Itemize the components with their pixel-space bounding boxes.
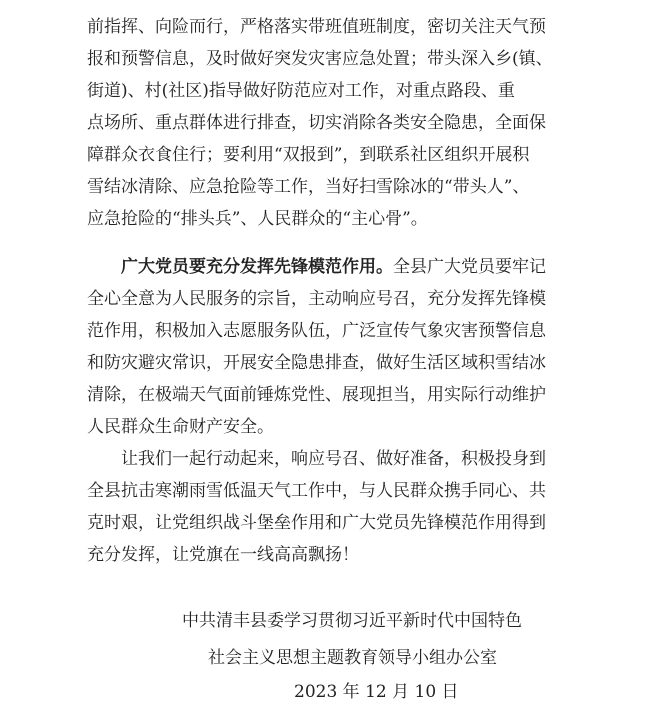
paragraph-line: 克时艰，让党组织战斗堡垒作用和广大党员先锋模范作用得到 bbox=[87, 513, 546, 533]
paragraph-line: 全心全意为人民服务的宗旨，主动响应号召，充分发挥先锋模 bbox=[87, 289, 546, 309]
paragraph-line: 和防灾避灾常识，开展安全隐患排查，做好生活区域积雪结冰 bbox=[87, 353, 546, 373]
bold-lead-sentence: 广大党员要充分发挥先锋模范作用。 bbox=[121, 257, 393, 277]
paragraph-1 bbox=[87, 11, 563, 235]
paragraph-line: 充分发挥，让党旗在一线高高飘扬！ bbox=[87, 545, 359, 565]
paragraph-first-line bbox=[87, 251, 563, 283]
signature-organization-line-1: 中共清丰县委学习贯彻习近平新时代中国特色 bbox=[182, 611, 522, 631]
paragraph-2 bbox=[87, 251, 563, 443]
paragraph-line: 应急抢险的“排头兵”、人民群众的“主心骨”。 bbox=[87, 209, 428, 229]
paragraph-line: 报和预警信息，及时做好突发灾害应急处置；带头深入乡(镇、 bbox=[87, 49, 553, 69]
paragraph-line: 雪结冰清除、应急抢险等工作，当好扫雪除冰的“带头人”、 bbox=[87, 177, 530, 197]
signature-date: 2023 年 12 月 10 日 bbox=[294, 682, 459, 702]
paragraph-line: 范作用，积极加入志愿服务队伍，广泛宣传气象灾害预警信息 bbox=[87, 321, 546, 341]
paragraph-line: 点场所、重点群体进行排查，切实消除各类安全隐患，全面保 bbox=[87, 113, 546, 133]
signature-organization-line-2: 社会主义思想主题教育领导小组办公室 bbox=[208, 648, 497, 668]
paragraph-line: 前指挥、向险而行，严格落实带班值班制度，密切关注天气预 bbox=[87, 17, 546, 37]
paragraph-line: 全县抗击寒潮雨雪低温天气工作中，与人民群众携手同心、共 bbox=[87, 481, 546, 501]
paragraph-3 bbox=[87, 443, 563, 571]
first-line-rest: 全县广大党员要牢记 bbox=[393, 257, 546, 277]
paragraph-line: 人民群众生命财产安全。 bbox=[87, 417, 274, 437]
paragraph-first-line: 让我们一起行动起来，响应号召、做好准备，积极投身到 bbox=[121, 449, 546, 469]
paragraph-line: 障群众衣食住行；要利用“双报到”，到联系社区组织开展积 bbox=[87, 145, 530, 165]
paragraph-line: 清除，在极端天气面前锤炼党性、展现担当，用实际行动维护 bbox=[87, 385, 546, 405]
paragraph-line: 街道)、村(社区)指导做好防范应对工作，对重点路段、重 bbox=[87, 81, 515, 101]
